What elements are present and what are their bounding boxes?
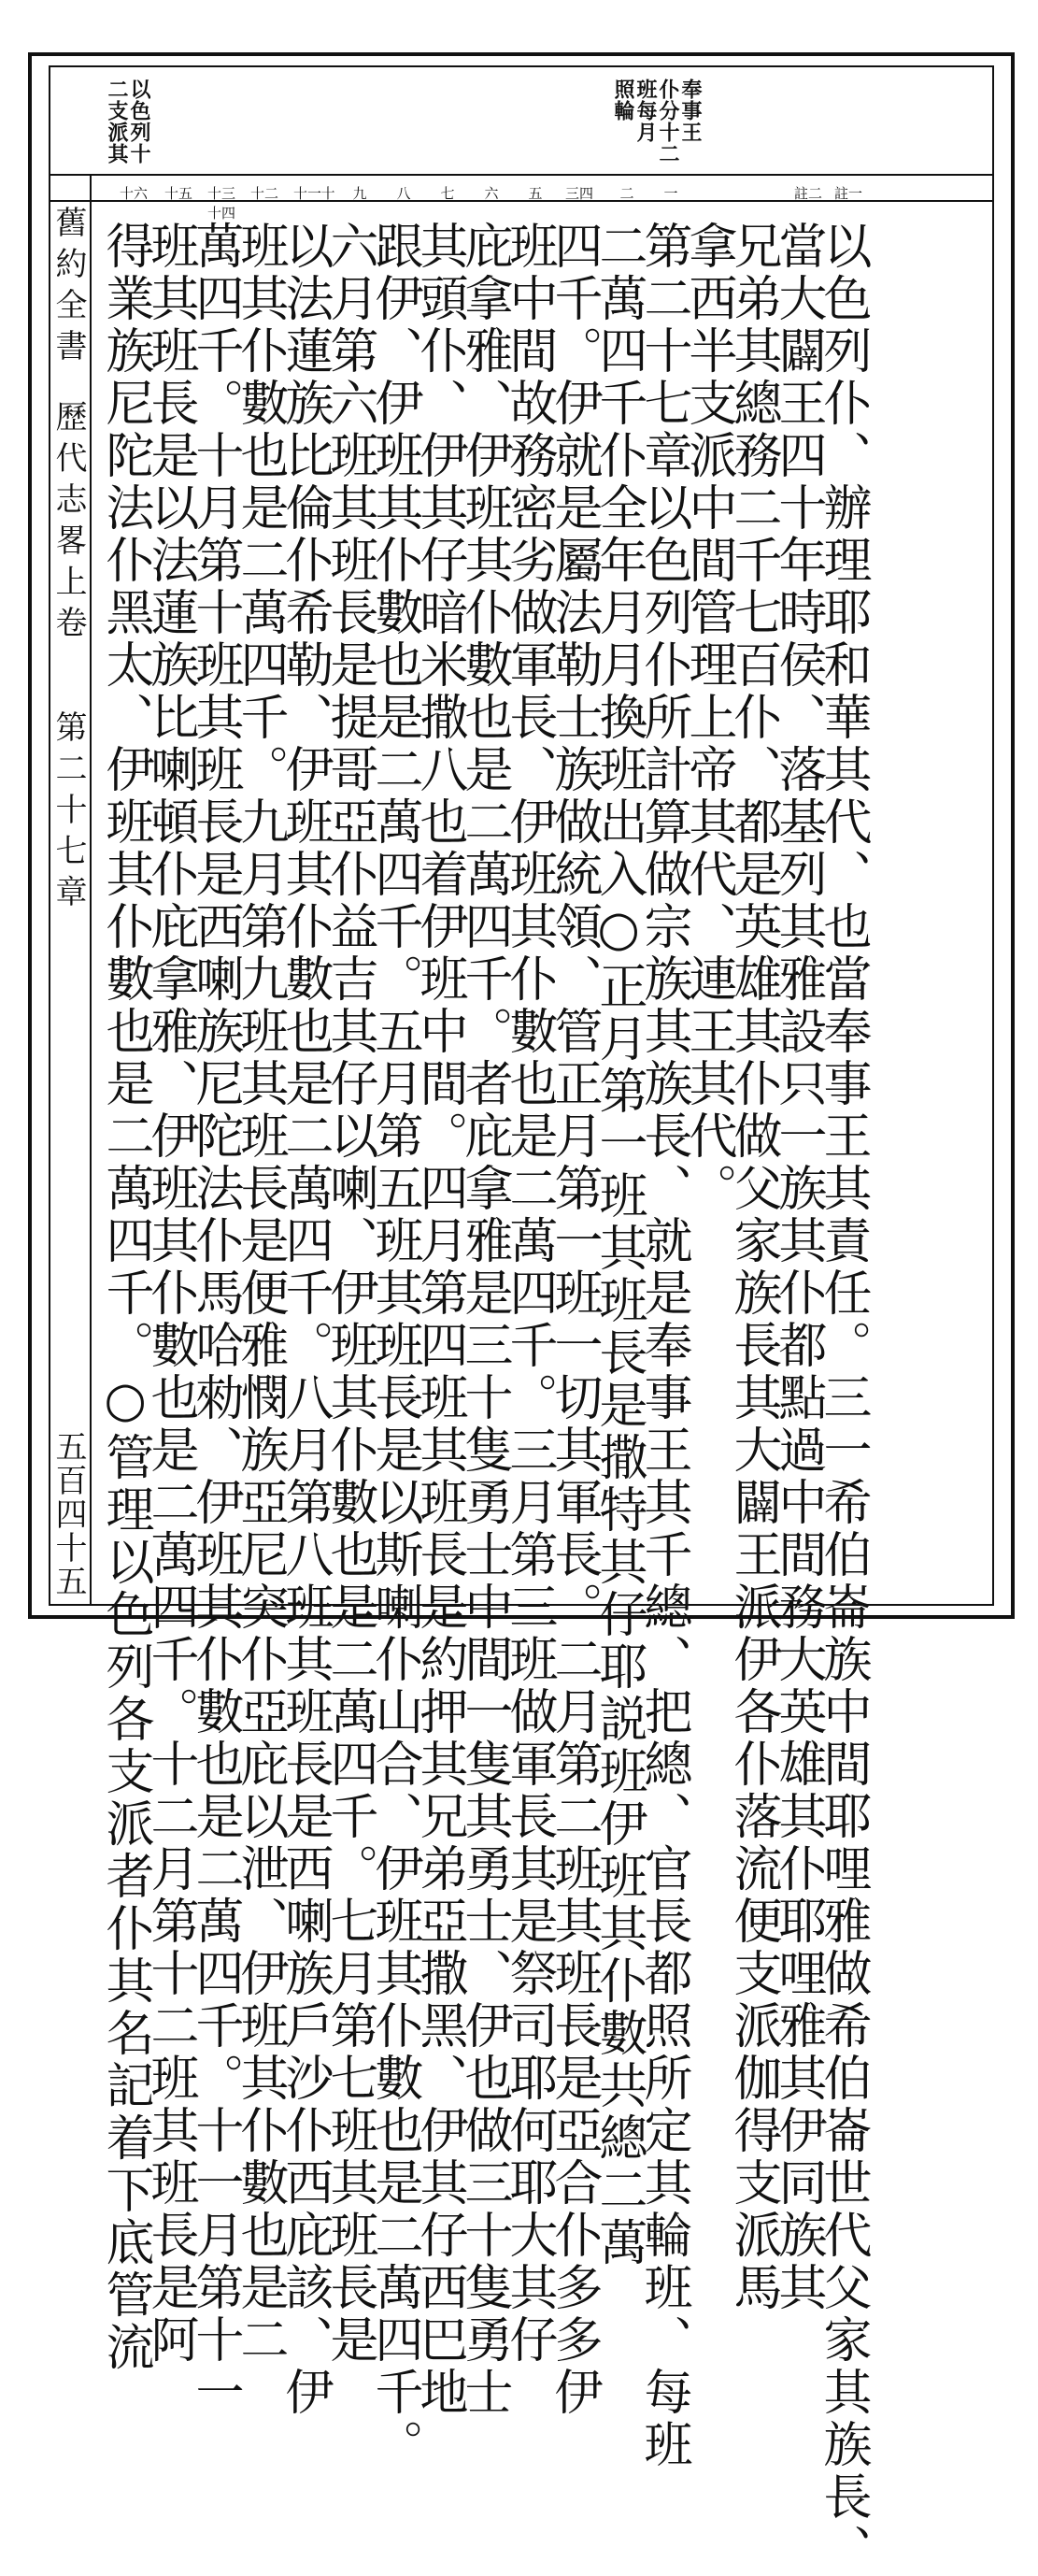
text-column: 跟伊、伊班其仆數也是二萬四千。五月第五班其班長是以斯喇仆山合、伊班其仆數也是二萬四千。 (366, 221, 422, 2471)
line-number: 二 (619, 185, 634, 202)
line-number: 三四 (565, 185, 594, 202)
line-number: 十三十四 (207, 185, 236, 222)
text-column: 拿西半支派中間管理上帝其代、連王其代。 (680, 221, 736, 1215)
line-number: 九 (352, 185, 367, 202)
line-number: 十六 (120, 185, 149, 202)
text-column: 六月第六班其班長是提哥亞仆益吉其仔以喇、伊班其仆數也是二萬四千。七月第七班其班長是 (321, 221, 377, 2367)
header-note-line: 奉事王 (678, 79, 703, 143)
text-column: 當大闢王四十年時侯、落基列其雅設只一族其仆都點過中間務大英雄其仆耶哩雅其伊同族其 (770, 221, 826, 2314)
line-number: 七 (440, 185, 455, 202)
line-number: 五 (528, 185, 543, 202)
text-column: 庇拿雅、伊班其仆數也是二萬四千。者庇拿雅是三十隻勇士中間一隻其勇士、伊也做三十隻勇士 (456, 221, 512, 2419)
section-title: 歷代志畧上卷 (50, 400, 87, 647)
text-column: 班中間故務密劣做軍長、伊班其仆數也是二萬四千。三月第三班做軍長其是祭司耶何耶大其仔 (501, 221, 557, 2367)
text-column: 以法蓮族比倫仆希勒、伊班其仆數也是二萬四千。八月第八班其班長是西喇族戶沙仆西庇該、伊 (277, 221, 333, 2419)
line-number: 註二 (794, 185, 823, 202)
text-column: 四千。伊就是屬法勒士族做統領、管正月第一班一切其軍長。二月第二班其班長是亞合仆多多伊 (546, 221, 602, 2419)
text-column: 班其班長是以法蓮族比喇頓仆庇拿雅、伊班其仆數也是二萬四千。十二月第十二班其班長是阿 (142, 221, 198, 2367)
header-note-line: 班每月 (633, 79, 658, 143)
text-column: 得業族尼陀法仆黑太、伊班其仆數也是二萬四千。○管理以色列各支派者仆其名記着下底管流 (97, 221, 153, 2374)
line-number: 十二 (250, 185, 279, 202)
text-column: 兄弟其總務二千七百仆、都是英雄其仆做父家族長其大闢王派伊各仆落流便支派伽得支派馬 (725, 221, 781, 2314)
text-column: 其頭仆、伊其仔暗米撒八也着伊班中間。四月第四班其班長是約押其兄弟亞撒黑、伊其仔西巴地 (411, 221, 467, 2419)
line-number: 十五 (164, 185, 193, 202)
header-note-line: 以色列十 (127, 79, 151, 165)
text-column: 萬四千。十月第十班其班長是西喇族尼陀法仆馬哈勑、伊班其仆數也是二萬四千。十一月第十一 (187, 221, 243, 2419)
line-number: 六 (484, 185, 499, 202)
line-number: 註一 (834, 185, 863, 202)
line-number: 十一 (293, 185, 322, 202)
book-title: 舊約全書 (50, 206, 87, 370)
text-column: 第二十七章以色列仆所計算做宗族其族長、就是奉事王其千總、把總、官長都照所定其輪班、每班 (635, 221, 691, 2471)
header-note-line: 照輪 (611, 79, 635, 122)
text-column: 以色列仆、辦理耶和華其代、也當奉事王其責任。三一希伯崙族中間耶哩雅做希伯崙世代父家其族長、 (815, 221, 871, 2576)
header-note-line: 二支派其 (105, 79, 129, 165)
page-number: 五百四十五 (50, 1430, 87, 1598)
text-column: 二萬四千仆全年月月換班出入○正月第一班其班長是撒特其仔耶説班伊班其仆數共總二萬 (590, 221, 647, 2269)
line-number: 八 (396, 185, 411, 202)
header-note-line: 仆分十二 (656, 79, 680, 165)
header-divider (49, 174, 994, 176)
line-number: 一 (663, 185, 678, 202)
chapter-title: 第二十七章 (50, 710, 87, 916)
margin-divider (90, 174, 92, 1606)
line-number: 十 (320, 185, 335, 202)
text-column: 班其仆數也是二萬四千。九月第九班其班長是便雅憫族亞尼突仆亞庇以泄、伊班其仆數也是二 (232, 221, 288, 2367)
